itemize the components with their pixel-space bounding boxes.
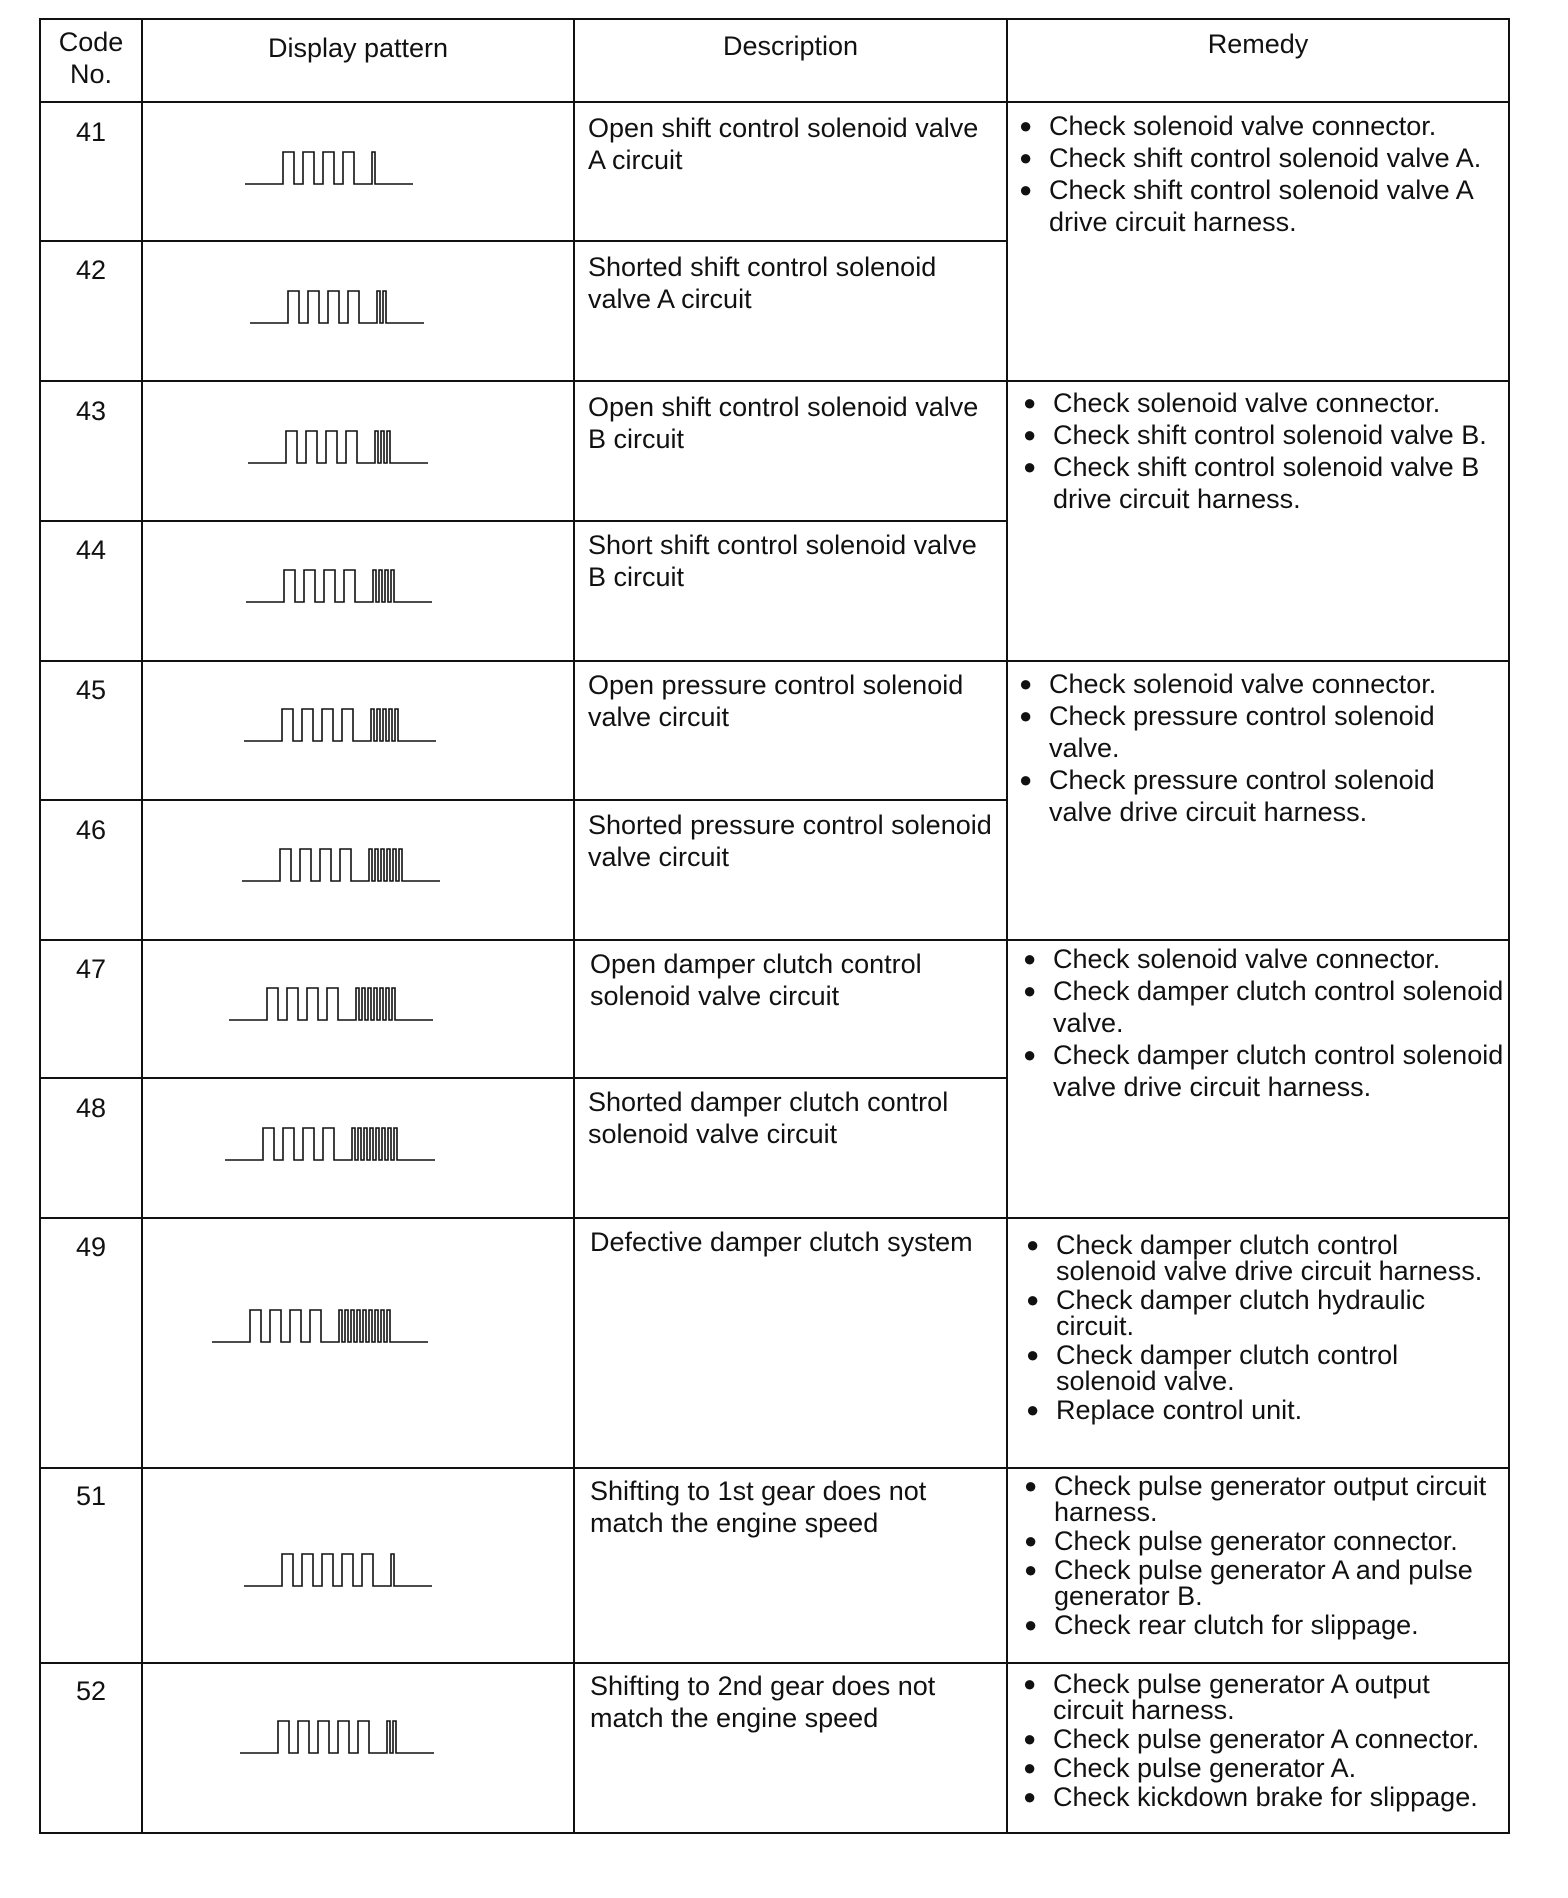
remedy-list: [1021, 387, 1505, 515]
description-cell: Shorted damper clutch control solenoid valve circuit: [588, 1087, 949, 1149]
header-code-line2: No.: [69, 59, 113, 89]
remedy-item: ● Check pulse generator A.: [1021, 1755, 1507, 1781]
display-pattern-waveform: [212, 1306, 430, 1348]
display-pattern-waveform: [244, 705, 438, 747]
waveform-path: [245, 152, 413, 184]
code-cell: 46: [75, 815, 107, 845]
remedy-item: ● Check shift control solenoid valve B drive circuit harness.: [1021, 451, 1505, 515]
remedy-item: ● Check shift control solenoid valve B.: [1021, 419, 1505, 451]
code-cell: 51: [75, 1481, 107, 1511]
description-cell: Open shift control solenoid valve A circuit: [588, 113, 979, 175]
remedy-item: ● Check pressure control solenoid valve drive circuit harness.: [1017, 764, 1505, 828]
display-pattern-waveform: [229, 984, 435, 1026]
waveform-path: [225, 1128, 435, 1160]
waveform-path: [229, 988, 433, 1020]
description-cell: Shifting to 1st gear does not match the engine speed: [590, 1476, 927, 1538]
header-remedy: Remedy: [1207, 29, 1309, 59]
description-cell: Shorted shift control solenoid valve A circuit: [588, 252, 937, 314]
display-pattern-waveform: [246, 566, 434, 608]
remedy-item: ● Replace control unit.: [1024, 1397, 1505, 1423]
code-cell: 45: [75, 675, 107, 705]
description-cell: Open shift control solenoid valve B circuit: [588, 392, 979, 454]
waveform-path: [212, 1310, 428, 1342]
code-cell: 49: [75, 1232, 107, 1262]
remedy-item: ● Check pulse generator A connector.: [1021, 1726, 1507, 1752]
remedy-item: ● Check solenoid valve connector.: [1017, 110, 1505, 142]
code-cell: 48: [75, 1093, 107, 1123]
remedy-list: [1022, 1473, 1505, 1638]
description-cell: Short shift control solenoid valve B circuit: [588, 530, 977, 592]
remedy-cell-49: [1024, 1232, 1505, 1426]
description-cell: Open pressure control solenoid valve circuit: [588, 670, 964, 732]
header-description: Description: [722, 31, 859, 61]
remedy-item: ● Check kickdown brake for slippage.: [1021, 1784, 1507, 1810]
remedy-item: ● Check pulse generator A and pulse generator B.: [1022, 1557, 1505, 1609]
remedy-list: [1017, 668, 1505, 828]
waveform-path: [250, 291, 424, 323]
display-pattern-waveform: [242, 845, 442, 887]
remedy-item: ● Check damper clutch control solenoid valve.: [1021, 975, 1505, 1039]
remedy-cell-47-48: [1021, 943, 1505, 1103]
remedy-item: ● Check pulse generator output circuit harness.: [1022, 1473, 1505, 1525]
code-cell: 44: [75, 535, 107, 565]
display-pattern-waveform: [244, 1550, 434, 1592]
display-pattern-waveform: [245, 148, 415, 190]
remedy-item: ● Check damper clutch control solenoid valve.: [1024, 1342, 1505, 1394]
remedy-cell-52: [1021, 1671, 1507, 1813]
description-cell: Open damper clutch control solenoid valve circuit: [590, 949, 922, 1011]
remedy-item: ● Check damper clutch control solenoid valve drive circuit harness.: [1024, 1232, 1505, 1284]
remedy-item: ● Check solenoid valve connector.: [1021, 943, 1505, 975]
code-cell: 42: [75, 255, 107, 285]
header-code-line1: Code: [58, 27, 124, 57]
code-cell: 43: [75, 396, 107, 426]
header-display-pattern: Display pattern: [267, 33, 449, 63]
display-pattern-waveform: [240, 1717, 436, 1759]
code-cell: 47: [75, 954, 107, 984]
waveform-path: [240, 1721, 434, 1753]
waveform-path: [242, 849, 440, 881]
remedy-list: [1017, 110, 1505, 238]
description-cell: Defective damper clutch system: [590, 1227, 973, 1257]
remedy-list: [1024, 1232, 1505, 1423]
remedy-list: [1021, 1671, 1507, 1810]
remedy-list: [1021, 943, 1505, 1103]
display-pattern-waveform: [248, 427, 430, 469]
header-code: [40, 26, 142, 90]
display-pattern-waveform: [250, 287, 426, 329]
display-pattern-waveform: [225, 1124, 437, 1166]
waveform-path: [246, 570, 432, 602]
remedy-item: ● Check shift control solenoid valve A.: [1017, 142, 1505, 174]
waveform-path: [248, 431, 428, 463]
remedy-cell-43-44: [1021, 387, 1505, 515]
description-cell: Shorted pressure control solenoid valve circuit: [588, 810, 992, 872]
remedy-item: ● Check damper clutch control solenoid valve drive circuit harness.: [1021, 1039, 1505, 1103]
description-cell: Shifting to 2nd gear does not match the engine speed: [590, 1671, 936, 1733]
waveform-path: [244, 1554, 432, 1586]
remedy-cell-41-42: [1017, 110, 1505, 238]
remedy-item: ● Check solenoid valve connector.: [1017, 668, 1505, 700]
remedy-item: ● Check shift control solenoid valve A drive circuit harness.: [1017, 174, 1505, 238]
code-cell: 41: [75, 117, 107, 147]
remedy-item: ● Check pulse generator connector.: [1022, 1528, 1505, 1554]
remedy-cell-51: [1022, 1473, 1505, 1641]
code-cell: 52: [75, 1676, 107, 1706]
remedy-item: ● Check pressure control solenoid valve.: [1017, 700, 1505, 764]
remedy-cell-45-46: [1017, 668, 1505, 828]
remedy-item: ● Check damper clutch hydraulic circuit.: [1024, 1287, 1505, 1339]
remedy-item: ● Check pulse generator A output circuit harness.: [1021, 1671, 1507, 1723]
waveform-path: [244, 709, 436, 741]
remedy-item: ● Check rear clutch for slippage.: [1022, 1612, 1505, 1638]
remedy-item: ● Check solenoid valve connector.: [1021, 387, 1505, 419]
